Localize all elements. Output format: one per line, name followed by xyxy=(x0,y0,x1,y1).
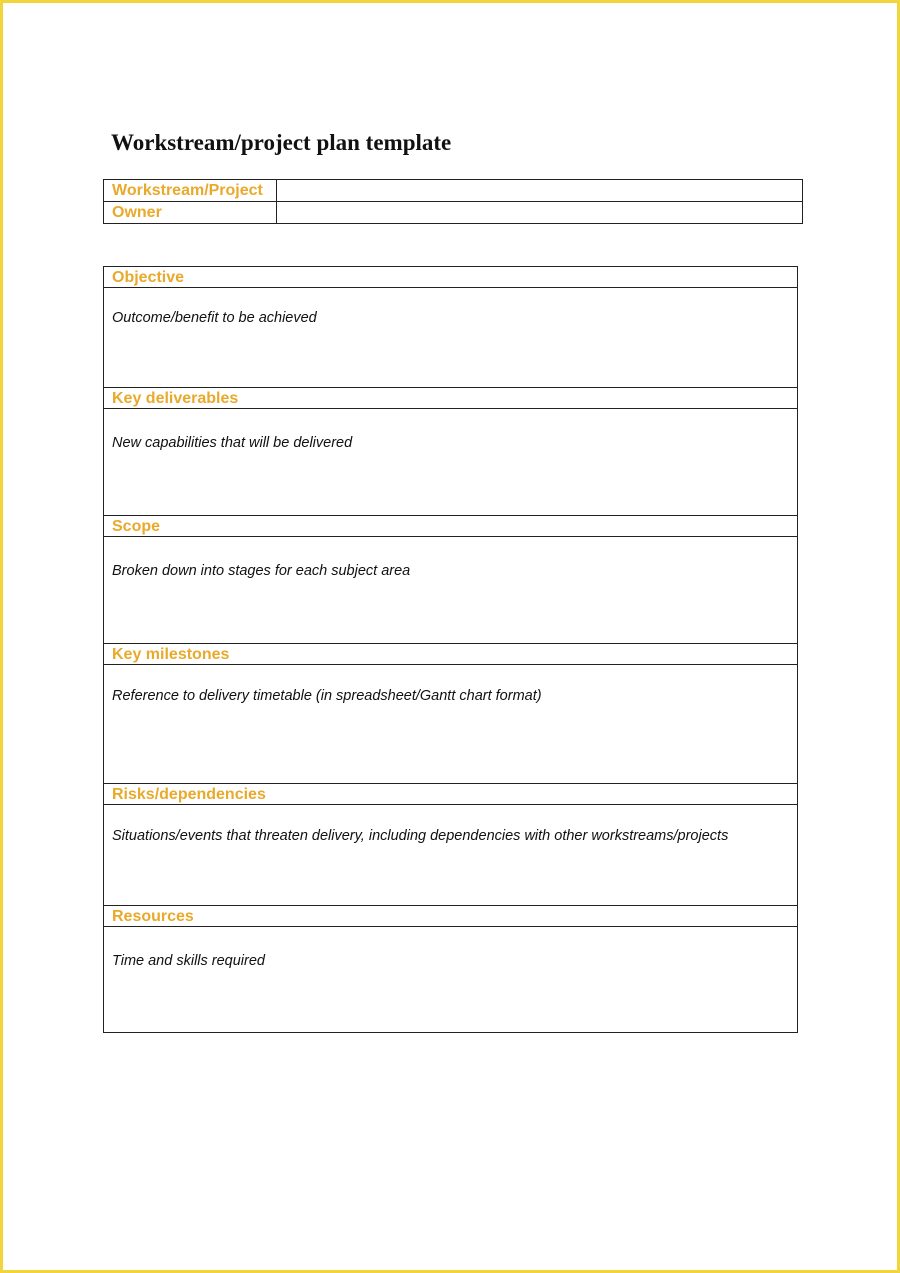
resources-heading: Resources xyxy=(104,906,798,927)
info-row-workstream xyxy=(104,180,803,202)
key-deliverables-heading: Key deliverables xyxy=(104,388,798,409)
workstream-project-label: Workstream/Project xyxy=(104,180,277,202)
owner-label: Owner xyxy=(104,202,277,224)
objective-heading: Objective xyxy=(104,267,798,288)
scope-body[interactable]: Broken down into stages for each subject area xyxy=(104,537,798,644)
key-milestones-body[interactable]: Reference to delivery timetable (in spreadsheet/Gantt chart format) xyxy=(104,665,798,784)
page-title: Workstream/project plan template xyxy=(111,130,452,155)
scope-heading: Scope xyxy=(104,516,798,537)
owner-field[interactable] xyxy=(277,202,803,224)
key-deliverables-body[interactable]: New capabilities that will be delivered xyxy=(104,409,798,516)
plan-sections-table xyxy=(103,266,798,1033)
risks-dependencies-body[interactable]: Situations/events that threaten delivery, including dependencies with other workstreams/projects xyxy=(104,805,798,906)
objective-body[interactable]: Outcome/benefit to be achieved xyxy=(104,288,798,388)
workstream-project-field[interactable] xyxy=(277,180,803,202)
resources-body[interactable]: Time and skills required xyxy=(104,927,798,1033)
project-info-table xyxy=(103,179,803,224)
risks-dependencies-heading: Risks/dependencies xyxy=(104,784,798,805)
key-milestones-heading: Key milestones xyxy=(104,644,798,665)
info-row-owner xyxy=(104,202,803,224)
